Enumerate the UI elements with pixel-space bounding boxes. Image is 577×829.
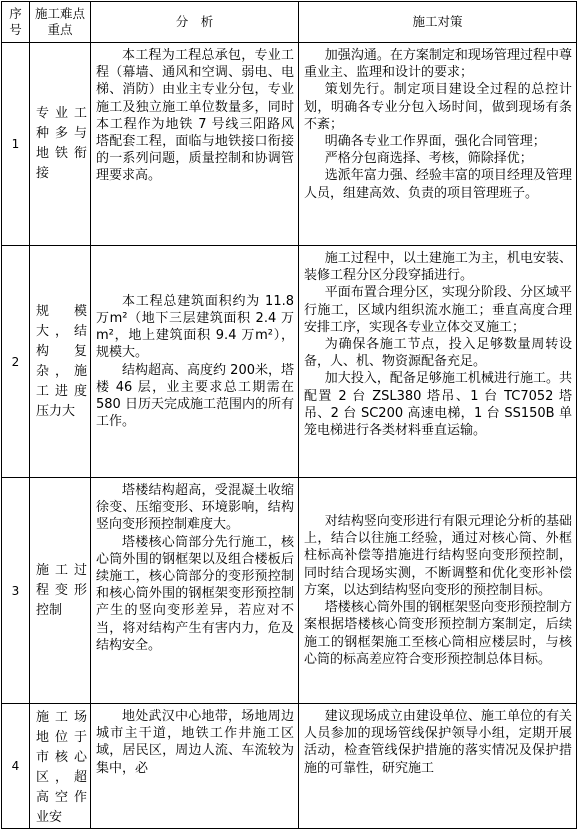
measure-paragraph: 加强沟通。在方案制定和现场管理过程中尊重业主、监理和设计的要求； [304,48,572,81]
row-number: 1 [2,43,30,246]
analysis-cell [91,704,299,829]
measure-paragraph: 明确各专业工作界面，强化合同管理； [324,134,546,150]
measure-paragraph: 策划先行。制定项目建设全过程的总控计划，明确各专业分包入场时间，做到现场有条不紊； [304,82,572,132]
table-row [2,704,577,829]
header-no: 序号 [2,2,30,43]
table-row [2,478,577,704]
analysis-cell [91,246,299,478]
header-difficulty: 施工难点重点 [30,2,91,43]
analysis-cell [91,43,299,246]
row-number: 3 [2,478,30,704]
measure-paragraph: 对结构竖向变形进行有限元理论分析的基础上，结合以往施工经验，通过对核心筒、外框柱标高补偿等措施进行结构竖向变形预控制，同时结合现场实测，不断调整和优化变形补偿方案，以达到结构竖向变形的预控制目标。 [304,514,572,598]
analysis-paragraph: 塔楼核心筒部分先行施工，核心筒外围的钢框架以及组合楼板后续施工，核心筒部分的变形预控制和核心筒外围的钢框架变形预控制产生的竖向变形差异，若应对不当，将对结构产生有害内力，危及结构安全。 [96,534,294,653]
analysis-paragraph: 本工程为工程总承包，专业工程（幕墙、通风和空调、弱电、电梯、消防）由业主专业分包，专业施工及独立施工单位数量多，同时本工程作为地铁 7 号线三阳路风塔配套工程，面临与地铁接口衔接的一系列问题，质量控制和协调管理要求高。 [96,48,294,184]
analysis-paragraph: 结构超高、高度约 200米，塔楼 46 层，业主要求总工期需在 580 日历天完成施工范围内的所有工作。 [96,362,294,430]
measures-cell [299,246,577,478]
header-analysis: 分 析 [91,2,299,43]
row-number: 4 [2,704,30,829]
measure-paragraph: 施工过程中，以土建施工为主，机电安装、装修工程分区分段穿插进行。 [304,251,572,284]
measures-cell [299,43,577,246]
table-row [2,246,577,478]
header-row [2,2,577,43]
measure-paragraph: 平面布置合理分区，实现分阶段、分区域平行施工，区域内组织流水施工；垂直高度合理安排工序，实现各专业立体交叉施工； [304,285,572,335]
analysis-paragraph: 塔楼结构超高，受混凝土收缩徐变、压缩变形、环境影响，结构竖向变形预控制难度大。 [96,483,294,533]
measure-paragraph: 加大投入，配备足够施工机械进行施工。共配置 2 台 ZSL380 塔吊、1 台 TC7052 塔吊、2 台 SC200 高速电梯，1 台 SS150B 单笼电梯进行各类材料垂直运输。 [304,371,572,439]
difficulty-cell: 规模大，结构复杂，施工进度压力大 [30,246,91,478]
analysis-cell [91,478,299,704]
measure-paragraph: 建议现场成立由建设单位、施工单位的有关人员参加的现场管线保护领导小组，定期开展活动，检查管线保护措施的落实情况及保护措施的可靠性，研究施工 [304,709,572,776]
analysis-paragraph: 地处武汉中心地带，场地周边城市主干道，地铁工作井施工区域，居民区，周边人流、车流较为集中，必 [96,709,294,776]
measures-cell [299,478,577,704]
row-number: 2 [2,246,30,478]
difficulty-cell: 施工场地位于市核心区，超高空作业安 [30,704,91,829]
table-row [2,43,577,246]
measure-paragraph: 为确保各施工节点，投入足够数量周转设备，人、机、物资源配备充足。 [304,337,572,370]
header-measures: 施工对策 [299,2,577,43]
analysis-paragraph: 本工程总建筑面积约为 11.8 万m²（地下三层建筑面积 2.4 万m²，地上建筑面积 9.4 万m²），规模大。 [96,293,294,361]
measure-paragraph: 严格分包商选择、考核，筛除择优； [324,151,533,167]
measures-cell [299,704,577,829]
measure-paragraph: 选派年富力强、经验丰富的项目经理及管理人员，组建高效、负责的项目管理班子。 [304,168,572,201]
difficulty-cell: 施工过程变形控制 [30,478,91,704]
difficulty-cell: 专业工种多与地铁衔接 [30,43,91,246]
construction-difficulties-table [1,1,577,829]
measure-paragraph: 塔楼核心筒外围的钢框架竖向变形预控制方案根据塔楼核心筒变形预控制方案制定，后续施工的钢框架施工至核心筒相应楼层时，与核心筒的标高差应符合变形预控制总体目标。 [304,600,572,667]
